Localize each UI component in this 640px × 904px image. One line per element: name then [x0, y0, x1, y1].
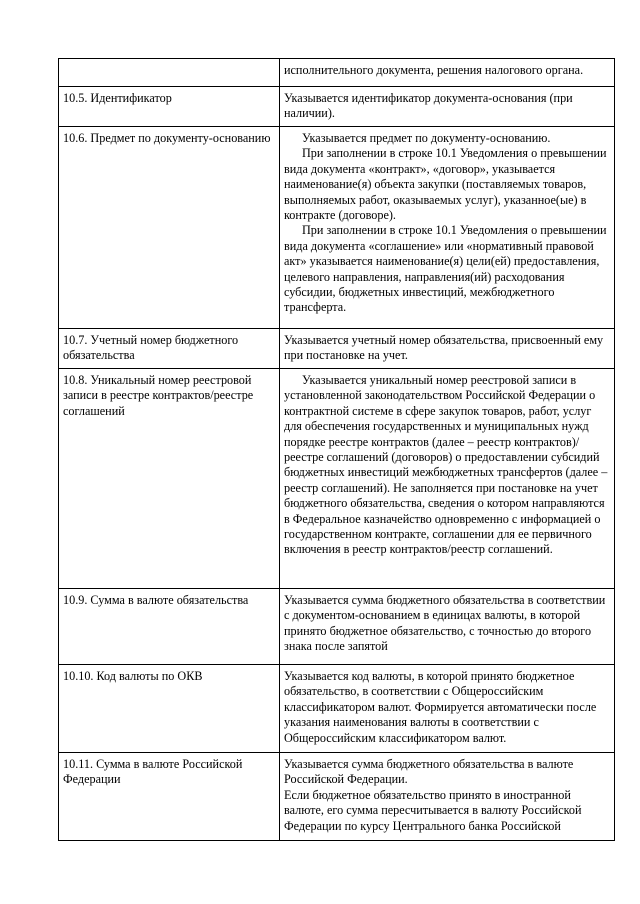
- description-paragraph: Указывается код валюты, в которой принято бюджетное обязательство, в соответствии с Общероссийским классификатором валют. Формируется автоматически после указания наименования валюты в соответствии с Общероссийским классификатором валют.: [284, 669, 597, 745]
- field-description-cell: [280, 753, 615, 841]
- field-name: 10.6. Предмет по документу-основанию: [63, 131, 271, 145]
- field-name-cell: [59, 127, 280, 329]
- description-paragraph: Указывается сумма бюджетного обязательства в валюте Российской Федерации.: [284, 757, 574, 787]
- description-paragraph: Указывается уникальный номер реестровой записи в установленной законодательством Российской Федерации о контрактной системе в сфере закупок товаров, работ, услуг для обеспечения государственных и муниципальных нужд порядке реестре контрактов (далее – реестр контрактов)/реестре соглашений (договоров) о предоставлении субсидий бюджетных инвестиций межбюджетных трансфертов (далее – реестр соглашений). Не заполняется при постановке на учет бюджетного обязательства, сведения о котором направляются в Федеральное казначейство одновременно с информацией о государственном контракте, соглашении для ее первичного включения в реестр контрактов/реестр соглашений.: [284, 373, 608, 557]
- description-paragraph: Указывается предмет по документу-основанию.: [302, 131, 551, 145]
- field-name: 10.9. Сумма в валюте обязательства: [63, 593, 249, 607]
- field-name: 10.8. Уникальный номер реестровой записи в реестре контрактов/реестре соглашений: [63, 373, 254, 418]
- description-paragraph: При заполнении в строке 10.1 Уведомления о превышении вида документа «соглашение» или «нормативный правовой акт» указывается наименование(я) цели(ей) предоставления, целевого направления, направления(ий) расходования субсидии, бюджетных инвестиций, межбюджетного трансферта.: [284, 223, 607, 315]
- field-name-cell: [59, 329, 280, 369]
- field-name: 10.11. Сумма в валюте Российской Федерации: [63, 757, 243, 787]
- description-paragraph: исполнительного документа, решения налогового органа.: [284, 63, 584, 77]
- table-row: [59, 59, 615, 87]
- table-row: [59, 369, 615, 589]
- description-paragraph: Указывается идентификатор документа-основания (при наличии).: [284, 91, 573, 121]
- field-description-cell: [280, 369, 615, 589]
- description-paragraph: Если бюджетное обязательство принято в иностранной валюте, его сумма пересчитывается в валюту Российской Федерации по курсу Центрального банка Российской: [284, 787, 582, 833]
- field-name-cell: [59, 87, 280, 127]
- field-name: 10.5. Идентификатор: [63, 91, 172, 105]
- field-description-cell: [280, 59, 615, 87]
- description-paragraph: Указывается учетный номер обязательства, присвоенный ему при постановке на учет.: [284, 333, 604, 363]
- field-name-cell: [59, 753, 280, 841]
- table-row: [59, 665, 615, 753]
- field-description-cell: [280, 127, 615, 329]
- requisites-table: [58, 58, 615, 841]
- field-description-cell: [280, 87, 615, 127]
- field-description-cell: [280, 329, 615, 369]
- field-description-cell: [280, 589, 615, 665]
- table-row: [59, 589, 615, 665]
- table-row: [59, 127, 615, 329]
- field-description-cell: [280, 665, 615, 753]
- description-paragraph: При заполнении в строке 10.1 Уведомления о превышении вида документа «контракт», «договор», указывается наименование(я) объекта закупки (поставляемых товаров, выполняемых работ, оказываемых услуг), указанное(ые) в контракте (договоре).: [284, 146, 607, 223]
- field-name: 10.7. Учетный номер бюджетного обязательства: [63, 333, 239, 363]
- field-name-cell: [59, 59, 280, 87]
- field-name-cell: [59, 665, 280, 753]
- field-name-cell: [59, 369, 280, 589]
- description-paragraph: Указывается сумма бюджетного обязательства в соответствии с документом-основанием в единицах валюты, в которой принято бюджетное обязательство, с точностью до второго знака после запятой: [284, 593, 606, 654]
- field-name-cell: [59, 589, 280, 665]
- field-name: 10.10. Код валюты по ОКВ: [63, 669, 203, 683]
- table-row: [59, 329, 615, 369]
- table-row: [59, 87, 615, 127]
- table-row: [59, 753, 615, 841]
